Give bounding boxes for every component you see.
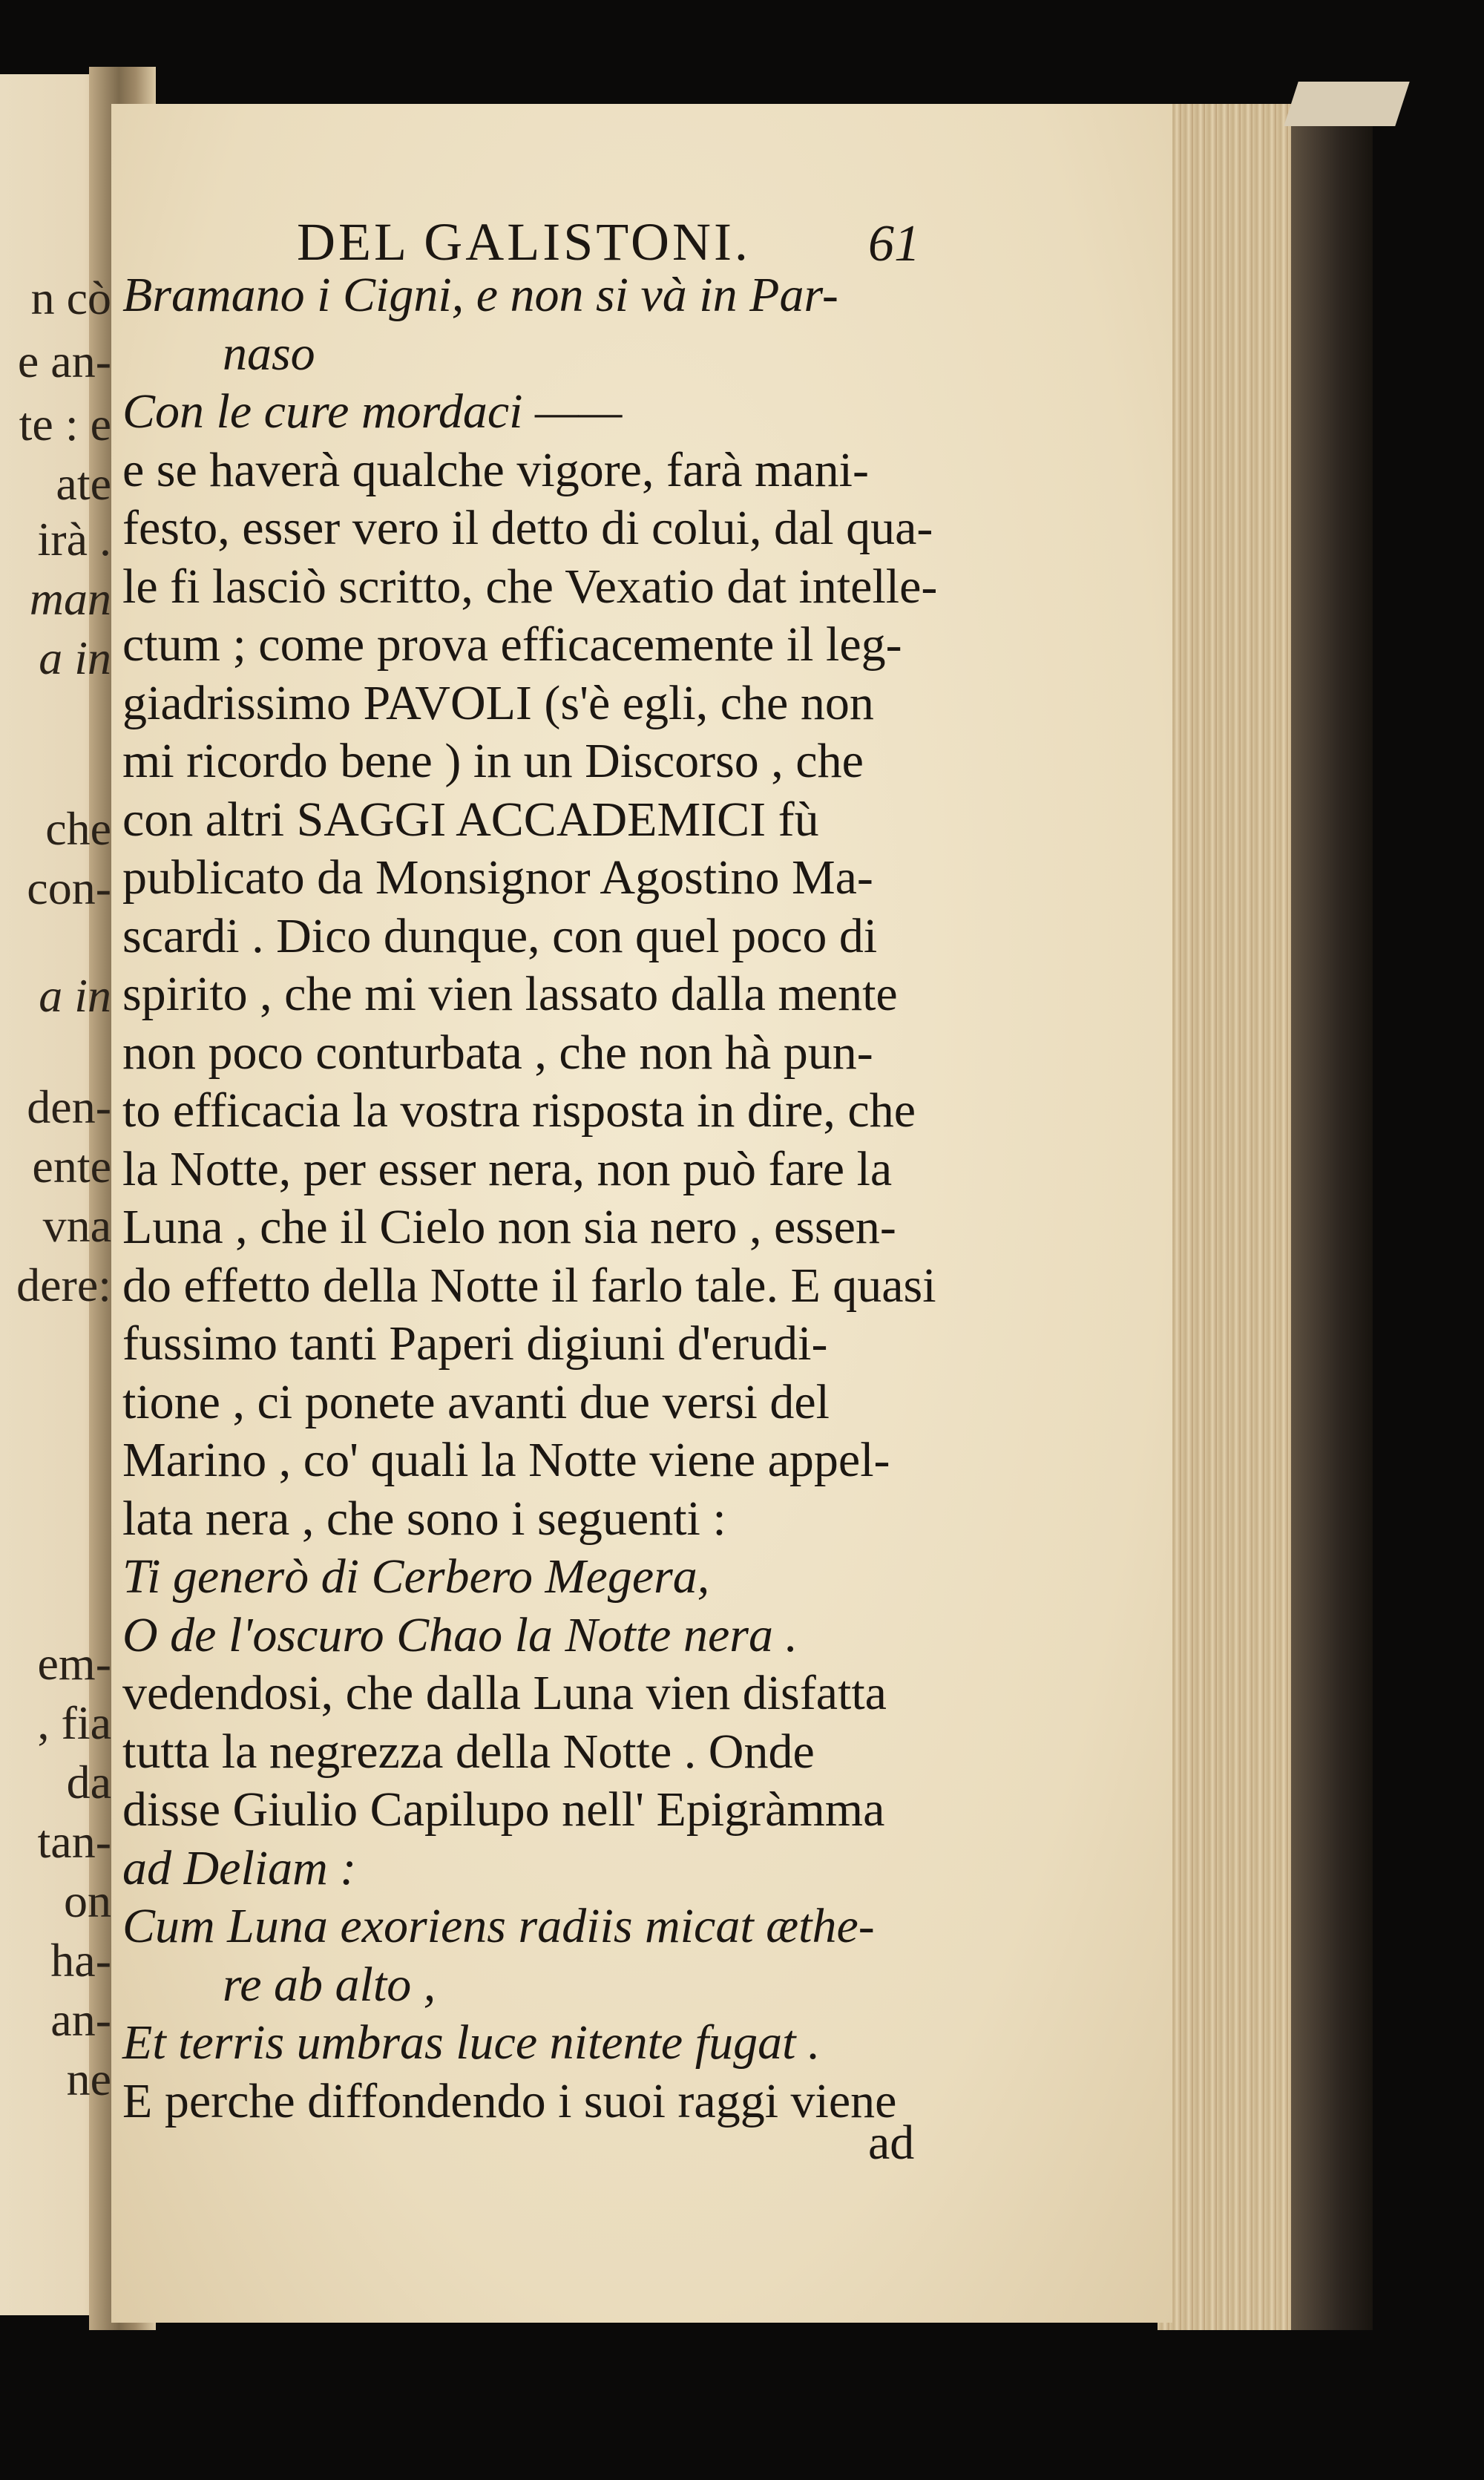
- text-line: fussimo tanti Paperi digiuni d'erudi-: [122, 1316, 828, 1371]
- left-page-fragment: em-: [37, 1637, 111, 1690]
- running-head: DEL GALISTONI.: [297, 212, 751, 272]
- left-page-fragment: n cò: [30, 272, 111, 324]
- left-page-fragment: den-: [27, 1080, 111, 1133]
- text-line: Luna , che il Cielo non sia nero , essen-: [122, 1200, 896, 1254]
- catchword: ad: [868, 2116, 915, 2170]
- book-cover-edge: [1291, 119, 1373, 2330]
- text-line: non poco conturbata , che non hà pun-: [122, 1026, 873, 1080]
- text-line: scardi . Dico dunque, con quel poco di: [122, 909, 878, 963]
- text-line: lata nera , che sono i seguenti :: [122, 1492, 726, 1546]
- text-line: Marino , co' quali la Notte viene appel-: [122, 1433, 890, 1487]
- text-line: ad Deliam :: [122, 1841, 357, 1895]
- left-page-fragment: che: [45, 802, 111, 855]
- text-line: Et terris umbras luce nitente fugat .: [122, 2015, 821, 2070]
- page-number: 61: [868, 215, 920, 272]
- left-page-fragment: man: [29, 572, 111, 625]
- text-line: to efficacia la vostra risposta in dire, che: [122, 1083, 916, 1138]
- text-line: ctum ; come prova efficacemente il leg-: [122, 617, 902, 672]
- left-page-fragment: irà .: [37, 513, 111, 565]
- text-line: tione , ci ponete avanti due versi del: [122, 1375, 830, 1429]
- text-line: O de l'oscuro Chao la Notte nera .: [122, 1608, 798, 1662]
- text-line: giadrissimo PAVOLI (s'è egli, che non: [122, 676, 874, 730]
- text-line: con altri SAGGI ACCADEMICI fù: [122, 793, 819, 847]
- left-page-fragment: ne: [66, 2053, 111, 2105]
- text-line: vedendosi, che dalla Luna vien disfatta: [122, 1666, 887, 1720]
- left-page-fragment: a in: [39, 969, 111, 1022]
- left-page-fragment: te : e: [19, 398, 111, 450]
- text-line: la Notte, per esser nera, non può fare la: [122, 1142, 893, 1196]
- text-line: Con le cure mordaci ——: [122, 384, 623, 439]
- text-line: do effetto della Notte il farlo tale. E quasi: [122, 1259, 936, 1313]
- left-page-fragment: con-: [27, 862, 111, 914]
- text-line: naso: [223, 327, 315, 381]
- left-page-fragment: vna: [42, 1199, 111, 1252]
- text-line: publicato da Monsignor Agostino Ma-: [122, 850, 873, 905]
- text-line: e se haverà qualche vigore, farà mani-: [122, 443, 869, 497]
- left-page-fragment: a in: [39, 632, 111, 684]
- left-page-fragment: ate: [56, 457, 111, 510]
- text-line: Ti generò di Cerbero Megera,: [122, 1549, 710, 1604]
- text-line: mi ricordo bene ) in un Discorso , che: [122, 734, 864, 788]
- book-cover-corner: [1284, 82, 1409, 126]
- left-page-fragment: ente: [32, 1140, 111, 1193]
- left-page-fragment: an-: [50, 1993, 111, 2046]
- left-page-fragment: da: [66, 1756, 111, 1808]
- text-line: festo, esser vero il detto di colui, dal qua-: [122, 501, 933, 555]
- left-page-fragment: ha-: [50, 1934, 111, 1987]
- left-page-fragment: dere:: [16, 1259, 111, 1311]
- text-line: tutta la negrezza della Notte . Onde: [122, 1725, 815, 1779]
- text-line: Cum Luna exoriens radiis micat æthe-: [122, 1899, 875, 1953]
- left-page-fragment: e an-: [17, 335, 111, 387]
- left-page-fragment: tan-: [37, 1815, 111, 1868]
- text-line: le fi lasciò scritto, che Vexatio dat intelle-: [122, 560, 938, 614]
- text-line: Bramano i Cigni, e non si và in Par-: [122, 268, 838, 322]
- text-line: E perche diffondendo i suoi raggi viene: [122, 2074, 897, 2128]
- text-line: disse Giulio Capilupo nell' Epigràmma: [122, 1782, 885, 1837]
- left-page-fragment: , fia: [37, 1696, 111, 1749]
- left-page-fragment: on: [64, 1874, 111, 1927]
- text-line: spirito , che mi vien lassato dalla mente: [122, 967, 898, 1021]
- text-line: re ab alto ,: [223, 1958, 436, 2012]
